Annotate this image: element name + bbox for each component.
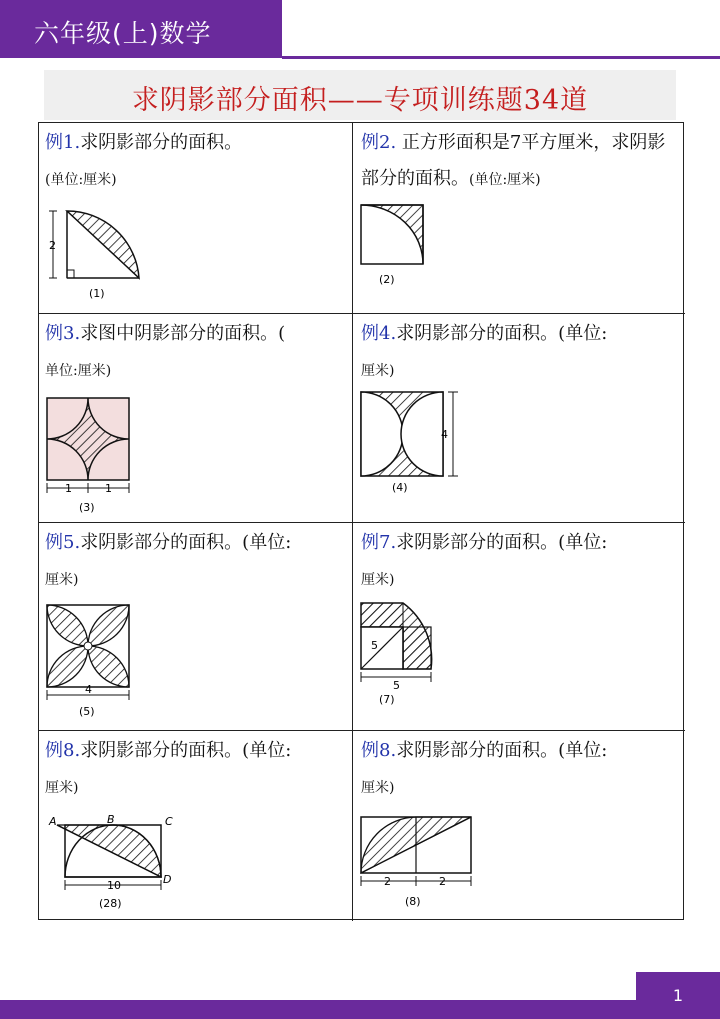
- fig7-dim-side: 5: [371, 639, 378, 652]
- problem-5-text: 例5.求阴影部分的面积。(单位: 厘米): [45, 532, 292, 588]
- fig5-dim-label: 4: [85, 683, 92, 696]
- fig8a-point-b: B: [107, 813, 115, 826]
- problem-5-unit: 厘米): [45, 572, 79, 588]
- fig3-dim-left: 1: [65, 482, 72, 495]
- fig8a-point-a: A: [49, 815, 57, 828]
- problem-5-label: 例5.: [45, 532, 81, 553]
- fig8a-caption: (28): [99, 897, 122, 910]
- problem-8b-unit: 厘米): [361, 780, 395, 796]
- figure-4: [357, 388, 467, 498]
- fig5-caption: (5): [79, 705, 95, 718]
- fig8b-caption: (8): [405, 895, 421, 908]
- fig1-caption: (1): [89, 287, 105, 300]
- problem-3-unit: 单位:厘米): [45, 363, 112, 379]
- problem-8a-cell: [39, 731, 353, 921]
- header-rule: [282, 56, 720, 59]
- problem-7-cell: [353, 523, 685, 731]
- problem-7-label: 例7.: [361, 532, 397, 553]
- fig2-caption: (2): [379, 273, 395, 286]
- fig3-caption: (3): [79, 501, 95, 514]
- grade-tab: [0, 0, 282, 58]
- figure-3: [43, 394, 133, 520]
- fig8a-point-d: D: [163, 873, 172, 886]
- title-bar: [44, 70, 676, 120]
- fig7-caption: (7): [379, 693, 395, 706]
- fig4-caption: (4): [392, 481, 408, 494]
- problem-grid: [38, 122, 684, 920]
- problem-8b-label: 例8.: [361, 740, 397, 761]
- problem-4-unit: 厘米): [361, 363, 395, 379]
- problem-1-unit: (单位:厘米): [45, 172, 117, 188]
- fig8b-dim-left: 2: [384, 875, 391, 888]
- fig8b-dim-right: 2: [439, 875, 446, 888]
- figure-5: [43, 601, 135, 725]
- problem-8a-text: 例8.求阴影部分的面积。(单位: 厘米): [45, 740, 292, 796]
- problem-8b-cell: [353, 731, 685, 921]
- page-header: [0, 0, 720, 62]
- fig8a-point-c: C: [165, 815, 173, 828]
- figure-8a: [43, 811, 193, 915]
- page-number-box: [636, 972, 720, 1019]
- problem-1-label: 例1.: [45, 132, 81, 153]
- page-title: 求阴影部分面积——专项训练题34道: [131, 85, 589, 116]
- problem-8a-label: 例8.: [45, 740, 81, 761]
- grade-subject: 六年级(上)数学: [34, 19, 212, 48]
- footer-rule: [0, 1000, 720, 1019]
- problem-2-cell: [353, 123, 685, 314]
- problem-4-cell: [353, 314, 685, 523]
- problem-4-label: 例4.: [361, 323, 397, 344]
- problem-2-unit: (单位:厘米): [469, 172, 541, 188]
- problem-4-text: 例4.求阴影部分的面积。(单位: 厘米): [361, 323, 608, 379]
- page-number: 1: [672, 986, 684, 1005]
- fig7-dim-bottom: 5: [393, 679, 400, 692]
- problem-7-unit: 厘米): [361, 572, 395, 588]
- fig4-dim-label: 4: [441, 428, 448, 441]
- problem-3-label: 例3.: [45, 323, 81, 344]
- problem-7-text: 例7.求阴影部分的面积。(单位: 厘米): [361, 532, 608, 588]
- problem-1-cell: [39, 123, 353, 314]
- problem-8b-text: 例8.求阴影部分的面积。(单位: 厘米): [361, 740, 608, 796]
- fig8a-dim-label: 10: [107, 879, 121, 892]
- problem-8a-unit: 厘米): [45, 780, 79, 796]
- problem-5-cell: [39, 523, 353, 731]
- figure-8b: [357, 813, 477, 913]
- problem-2-text: 例2. 正方形面积是7平方厘米，求阴影部分的面积。(单位:厘米): [361, 132, 666, 189]
- figure-2: [357, 201, 437, 293]
- figure-1: [43, 205, 153, 305]
- fig1-dim-label: 2: [49, 239, 56, 252]
- problem-1-text: 例1.求阴影部分的面积。 (单位:厘米): [45, 132, 243, 188]
- figure-7: [357, 599, 457, 725]
- problem-3-text: 例3.求图中阴影部分的面积。( 单位:厘米): [45, 323, 286, 379]
- fig3-dim-right: 1: [105, 482, 112, 495]
- problem-2-label: 例2.: [361, 132, 397, 153]
- problem-3-cell: [39, 314, 353, 523]
